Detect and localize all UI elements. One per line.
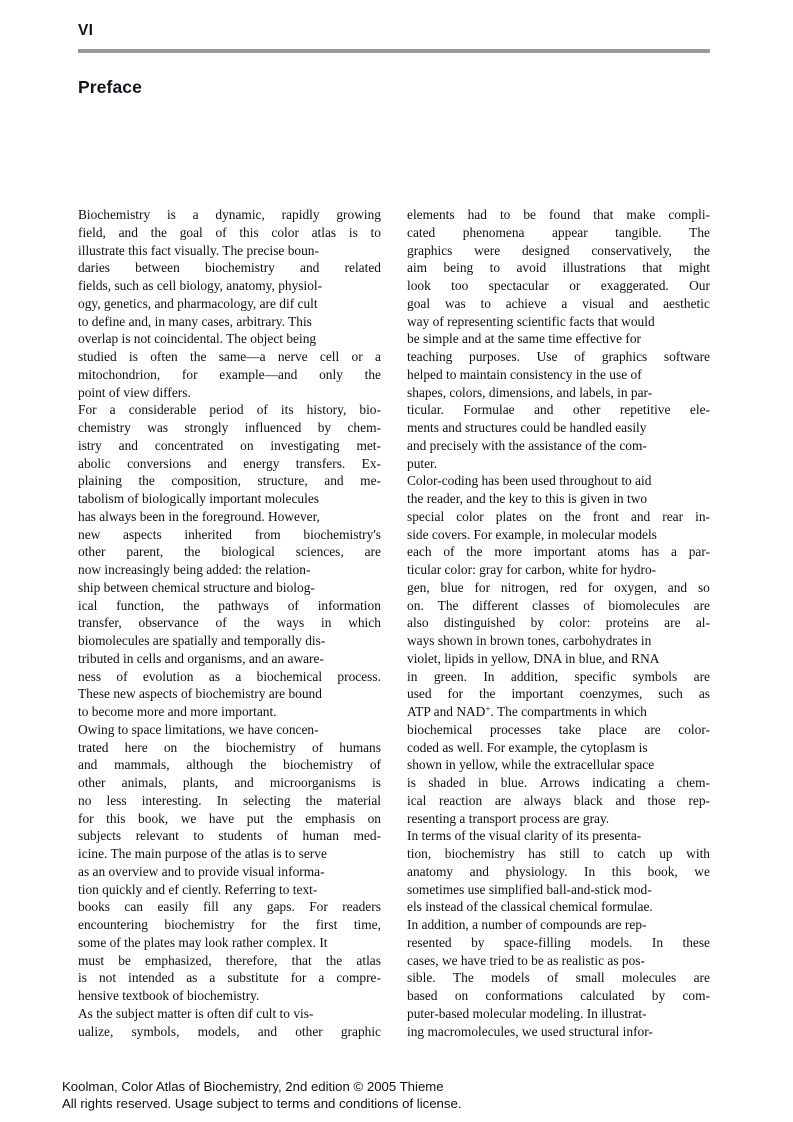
footer-rights: All rights reserved. Usage subject to terms and conditions of license.: [62, 1096, 462, 1111]
paragraph: [78, 401, 381, 721]
text-line: encountering biochemistry for the first time,: [78, 917, 381, 932]
text-line: look too spectacular or exaggerated. Our: [407, 278, 710, 293]
text-line: tion quickly and ef ciently. Referring to text-: [78, 881, 318, 897]
text-line: studied is often the same—a nerve cell or a: [78, 349, 381, 364]
text-line: aim being to avoid illustrations that might: [407, 260, 710, 276]
text-line: violet, lipids in yellow, DNA in blue, and RNA: [407, 650, 660, 666]
text-line: mitochondrion, for example—and only the: [78, 366, 381, 382]
text-line: istry and concentrated on investigating met-: [78, 437, 381, 453]
text-line: some of the plates may look rather complex. It: [78, 934, 328, 950]
body-columns: [78, 206, 711, 1040]
text-line: helped to maintain consistency in the use of: [407, 366, 642, 382]
text-line: In addition, a number of compounds are rep-: [407, 917, 647, 932]
text-line: fields, such as cell biology, anatomy, physiol-: [78, 278, 323, 293]
text-line: each of the more important atoms has a par-: [407, 544, 710, 560]
text-line: ATP and NAD+. The compartments in which: [407, 704, 647, 719]
text-line: elements had to be found that make compli-: [407, 207, 710, 222]
text-line: biochemical processes take place are color-: [407, 721, 710, 737]
text-line: chemistry was strongly influenced by chem-: [78, 420, 381, 435]
header-rule: [78, 49, 710, 53]
footer-citation: Koolman, Color Atlas of Biochemistry, 2nd edition © 2005 Thieme: [62, 1079, 444, 1094]
text-line: These new aspects of biochemistry are bound: [78, 686, 322, 702]
text-line: resented by space-filling models. In these: [407, 934, 710, 950]
text-line: other parent, the biological sciences, are: [78, 544, 381, 560]
text-line: teaching purposes. Use of graphics software: [407, 349, 710, 364]
text-line: in green. In addition, specific symbols are: [407, 668, 710, 684]
text-line: coded as well. For example, the cytoplasm is: [407, 739, 648, 755]
text-line: side covers. For example, in molecular models: [407, 526, 657, 542]
text-line: sible. The models of small molecules are: [407, 970, 710, 986]
text-line: ualize, symbols, models, and other graphic: [78, 1023, 381, 1039]
text-line: ship between chemical structure and biolog-: [78, 579, 315, 595]
text-line: as an overview and to provide visual informa-: [78, 863, 325, 879]
page-folio: VI: [78, 22, 94, 39]
superscript-charge: +: [485, 704, 491, 715]
text-line: cases, we have tried to be as realistic as pos-: [407, 952, 645, 968]
page-title: Preface: [78, 77, 142, 97]
text-line: the reader, and the key to this is given in two: [407, 491, 648, 506]
text-line: on. The different classes of biomolecules are: [407, 597, 710, 613]
text-line: Biochemistry is a dynamic, rapidly growing: [78, 207, 381, 222]
paragraph: [78, 721, 381, 1005]
text-line: ical reaction are always black and those rep-: [407, 792, 710, 808]
text-line: tion, biochemistry has still to catch up with: [407, 846, 710, 861]
text-line: also distinguished by color: proteins are al-: [407, 615, 710, 631]
text-line: puter.: [407, 455, 438, 471]
text-line: is not intended as a substitute for a compre-: [78, 970, 381, 986]
text-column-right: [407, 206, 710, 1040]
text-line: for this book, we have put the emphasis on: [78, 810, 381, 826]
text-line: As the subject matter is often dif cult to vis-: [78, 1005, 314, 1021]
text-line: and precisely with the assistance of the com-: [407, 437, 647, 453]
text-line: field, and the goal of this color atlas is to: [78, 224, 381, 240]
text-line: overlap is not coincidental. The object being: [78, 331, 317, 347]
text-line: transfer, observance of the ways in which: [78, 615, 381, 631]
paragraph: [407, 827, 710, 1040]
text-line: and mammals, although the biochemistry of: [78, 757, 381, 773]
text-line: shapes, colors, dimensions, and labels, in par-: [407, 384, 653, 400]
text-line: graphics were designed conservatively, the: [407, 242, 710, 258]
text-line: subjects relevant to students of human med-: [78, 828, 381, 844]
text-line: way of representing scientific facts that would: [407, 313, 655, 329]
text-line: point of view differs.: [78, 384, 191, 400]
text-line: Color-coding has been used throughout to aid: [407, 473, 652, 489]
text-line: biomolecules are spatially and temporally dis-: [78, 633, 326, 648]
text-line: based on conformations calculated by com-: [407, 988, 710, 1003]
text-line: ness of evolution as a biochemical process.: [78, 668, 381, 684]
text-line: other animals, plants, and microorganisms is: [78, 775, 381, 790]
text-line: ments and structures could be handled easily: [407, 420, 647, 435]
paragraph: [78, 206, 381, 401]
text-line: plaining the composition, structure, and me-: [78, 473, 381, 489]
text-line: now increasingly being added: the relation-: [78, 562, 311, 577]
text-line: shown in yellow, while the extracellular space: [407, 757, 655, 773]
text-line: hensive textbook of biochemistry.: [78, 988, 260, 1003]
text-line: no less interesting. In selecting the material: [78, 792, 381, 808]
text-line: ticular color: gray for carbon, white for hydro-: [407, 562, 657, 577]
text-line: In terms of the visual clarity of its presenta-: [407, 828, 642, 844]
text-line: is shaded in blue. Arrows indicating a chem-: [407, 775, 710, 790]
text-line: For a considerable period of its history, bio-: [78, 402, 381, 418]
text-line: must be emphasized, therefore, that the atlas: [78, 952, 381, 968]
text-line: new aspects inherited from biochemistry's: [78, 526, 381, 542]
text-line: ticular. Formulae and other repetitive ele-: [407, 402, 710, 418]
text-line: to define and, in many cases, arbitrary. This: [78, 313, 312, 329]
text-line: used for the important coenzymes, such as: [407, 686, 710, 702]
text-line: ical function, the pathways of information: [78, 597, 381, 613]
text-line: anatomy and physiology. In this book, we: [407, 863, 710, 879]
paragraph: [407, 206, 710, 472]
text-line: icine. The main purpose of the atlas is to serve: [78, 846, 327, 861]
text-line: trated here on the biochemistry of humans: [78, 739, 381, 755]
text-line: puter-based molecular modeling. In illustrat-: [407, 1005, 647, 1021]
text-line: goal was to achieve a visual and aesthetic: [407, 295, 710, 311]
paragraph: [407, 472, 710, 827]
text-line: cated phenomena appear tangible. The: [407, 224, 710, 240]
text-line: special color plates on the front and rear in-: [407, 508, 710, 524]
text-line: abolic conversions and energy transfers. Ex-: [78, 455, 381, 471]
text-line: ing macromolecules, we used structural infor-: [407, 1023, 653, 1039]
paragraph: [78, 1005, 381, 1041]
text-line: daries between biochemistry and related: [78, 260, 381, 276]
text-line: resenting a transport process are gray.: [407, 810, 610, 826]
text-line: books can easily fill any gaps. For readers: [78, 899, 381, 915]
text-line: has always been in the foreground. However,: [78, 508, 320, 524]
text-line: ways shown in brown tones, carbohydrates in: [407, 633, 652, 648]
text-line: be simple and at the same time effective for: [407, 331, 641, 347]
text-line: gen, blue for nitrogen, red for oxygen, and so: [407, 579, 710, 595]
text-line: tributed in cells and organisms, and an aware-: [78, 650, 324, 666]
text-line: sometimes use simplified ball-and-stick mod-: [407, 881, 652, 897]
text-line: ogy, genetics, and pharmacology, are dif cult: [78, 295, 318, 311]
page-footer: [62, 1078, 461, 1112]
text-line: tabolism of biologically important molecules: [78, 491, 319, 506]
text-line: Owing to space limitations, we have concen-: [78, 721, 319, 737]
text-line: els instead of the classical chemical formulae.: [407, 899, 653, 915]
text-column-left: [78, 206, 381, 1040]
text-line: to become more and more important.: [78, 704, 277, 719]
text-line: illustrate this fact visually. The precise boun-: [78, 242, 319, 258]
